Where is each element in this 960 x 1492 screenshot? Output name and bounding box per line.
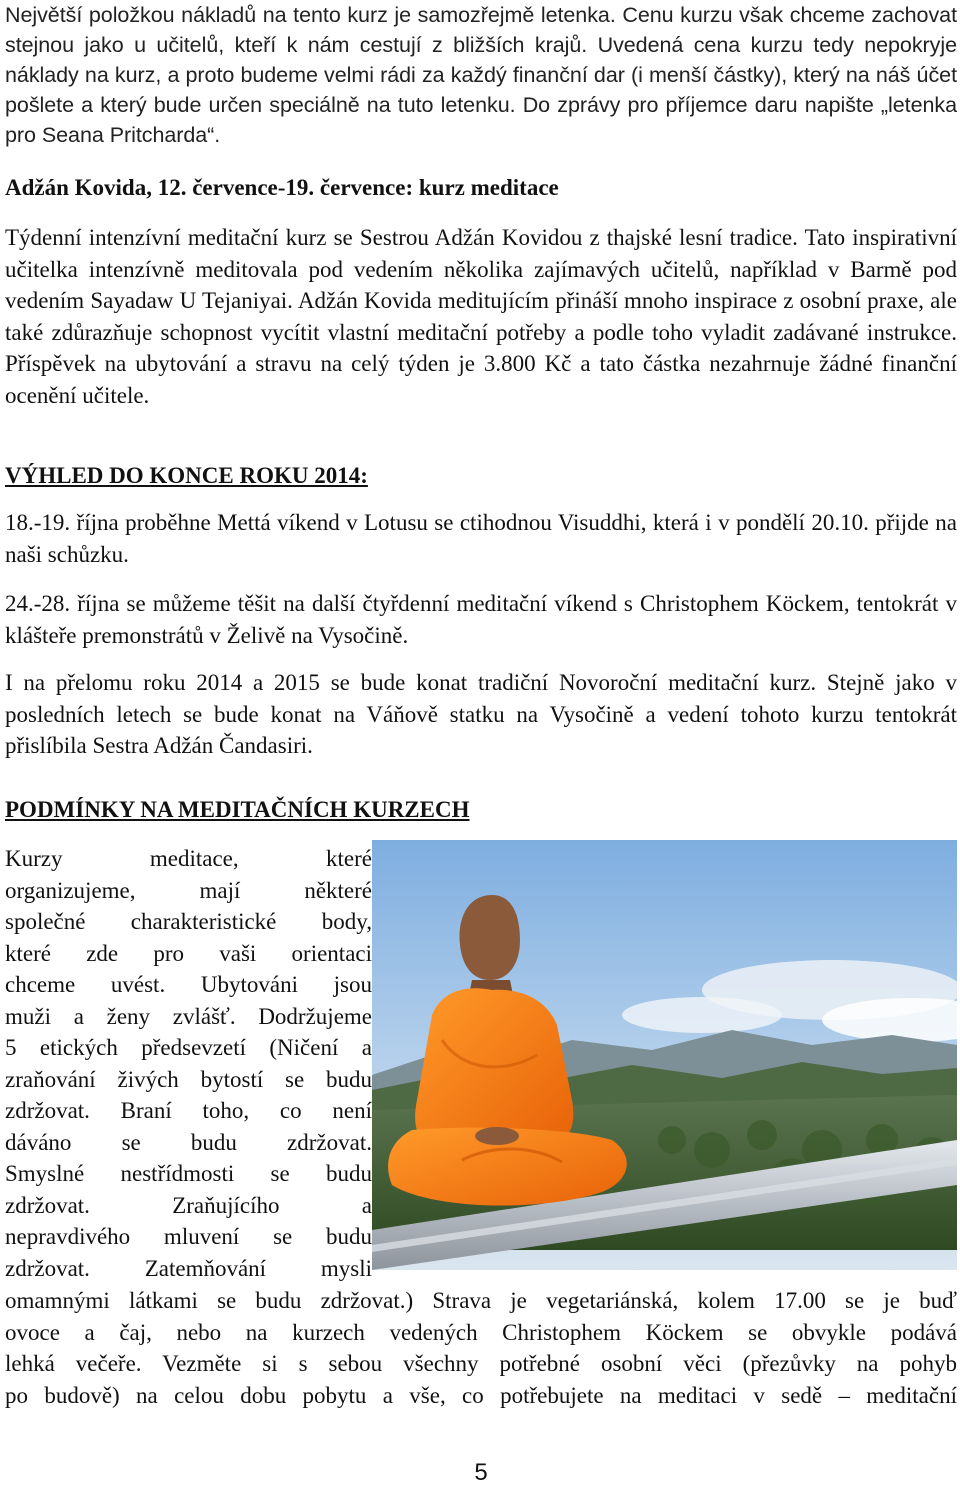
conditions-heading: PODMÍNKY NA MEDITAČNÍCH KURZECH: [5, 797, 470, 822]
text-line: zdržovat. Zatemňování mysli: [5, 1255, 372, 1281]
text-line: Smyslné nestřídmosti se budu: [5, 1161, 372, 1186]
text-line: po budově) na celou dobu pobytu a vše, co potřebujete na meditaci v sedě – meditační: [5, 1382, 957, 1408]
text-line: společné charakteristické body,: [5, 909, 372, 934]
text-line: lehká večeře. Vezměte si s sebou všechny potřebné osobní věci (přezůvky na pohyb: [5, 1351, 957, 1376]
text-line: chceme uvést. Ubytováni jsou: [5, 972, 372, 997]
text-line: zdržovat. Zraňujícího a: [5, 1192, 372, 1218]
text-line: 5 etických předsevzetí (Ničení a: [5, 1035, 372, 1060]
adzan-course-paragraph: Týdenní intenzívní meditační kurz se Sestrou Adžán Kovidou z thajské lesní tradice. Tato inspirativní učitelka intenzívně meditovala pod vedením několika zajímavých učitelů, například v Barmě pod vedením Sayadaw U Tejaniyai. Adžán Kovida meditujícím přináší mnoho inspirace z osobní praxe, ale také zdůrazňuje schopnost vycítit vlastní meditační potřeby a podle toho vyladit zadávané instrukce. Příspěvek na ubytování a stravu na celý týden je 3.800 Kč a tato částka nezahrnuje žádné finanční ocenění učitele.: [5, 225, 957, 408]
intro-paragraph: Největší položkou nákladů na tento kurz je samozřejmě letenka. Cenu kurzu však chceme zachovat stejnou jako u učitelů, kteří k nám cestují z bližších krajů. Uvedená cena kurzu tedy nepokryje náklady na kurz, a proto budeme velmi rádi za každý finanční dar (i menší částky), který na náš účet pošlete a který bude určen speciálně na tuto letenku. Do zprávy pro příjemce daru napište „letenka pro Seana Pritcharda“.: [5, 3, 957, 147]
text-line: ovoce a čaj, nebo na kurzech vedených Christophem Köckem se obvykle podává: [5, 1319, 957, 1345]
adzan-course-heading: Adžán Kovida, 12. července-19. července: kurz meditace: [5, 175, 559, 200]
document-page: [5, 0, 957, 1492]
outlook-item-metta-weekend: 18.-19. října proběhne Mettá víkend v Lotusu se ctihodnou Visuddhi, která i v pondělí 20.10. přijde na naši schůzku.: [5, 510, 957, 567]
text-line: nepravdivého mluvení se budu: [5, 1224, 372, 1249]
text-line: omamnými látkami se budu zdržovat.) Strava je vegetariánská, kolem 17.00 se je buď: [5, 1288, 957, 1313]
text-line: zdržovat. Braní toho, co není: [5, 1098, 372, 1123]
text-line: muži a ženy zvlášť. Dodržujeme: [5, 1003, 372, 1029]
text-line: které zde pro vaši orientaci: [5, 940, 372, 966]
conditions-left-column-text: [5, 843, 372, 1284]
text-line: dáváno se budu zdržovat.: [5, 1129, 372, 1155]
text-line: organizujeme, mají některé: [5, 877, 372, 903]
page-number: 5: [474, 1459, 488, 1486]
meditating-monk-photo: [372, 840, 957, 1270]
text-line: Kurzy meditace, které: [5, 846, 372, 871]
conditions-continued-text: [5, 1285, 957, 1411]
outlook-heading: VÝHLED DO KONCE ROKU 2014:: [5, 463, 368, 488]
outlook-item-newyear-course: I na přelomu roku 2014 a 2015 se bude konat tradiční Novoroční meditační kurz. Stejně jako v posledních letech se bude konat na Váňově statku na Vysočině a vedení tohoto kurzu tentokrát přislíbila Sestra Adžán Čandasiri.: [5, 670, 957, 758]
text-line: zraňování živých bytostí se budu: [5, 1066, 372, 1092]
monk-photo-illustration: [372, 840, 957, 1270]
outlook-item-koeck-weekend: 24.-28. října se můžeme těšit na další čtyřdenní meditační víkend s Christophem Köckem, tentokrát v klášteře premonstrátů v Želivě na Vysočině.: [5, 591, 957, 648]
